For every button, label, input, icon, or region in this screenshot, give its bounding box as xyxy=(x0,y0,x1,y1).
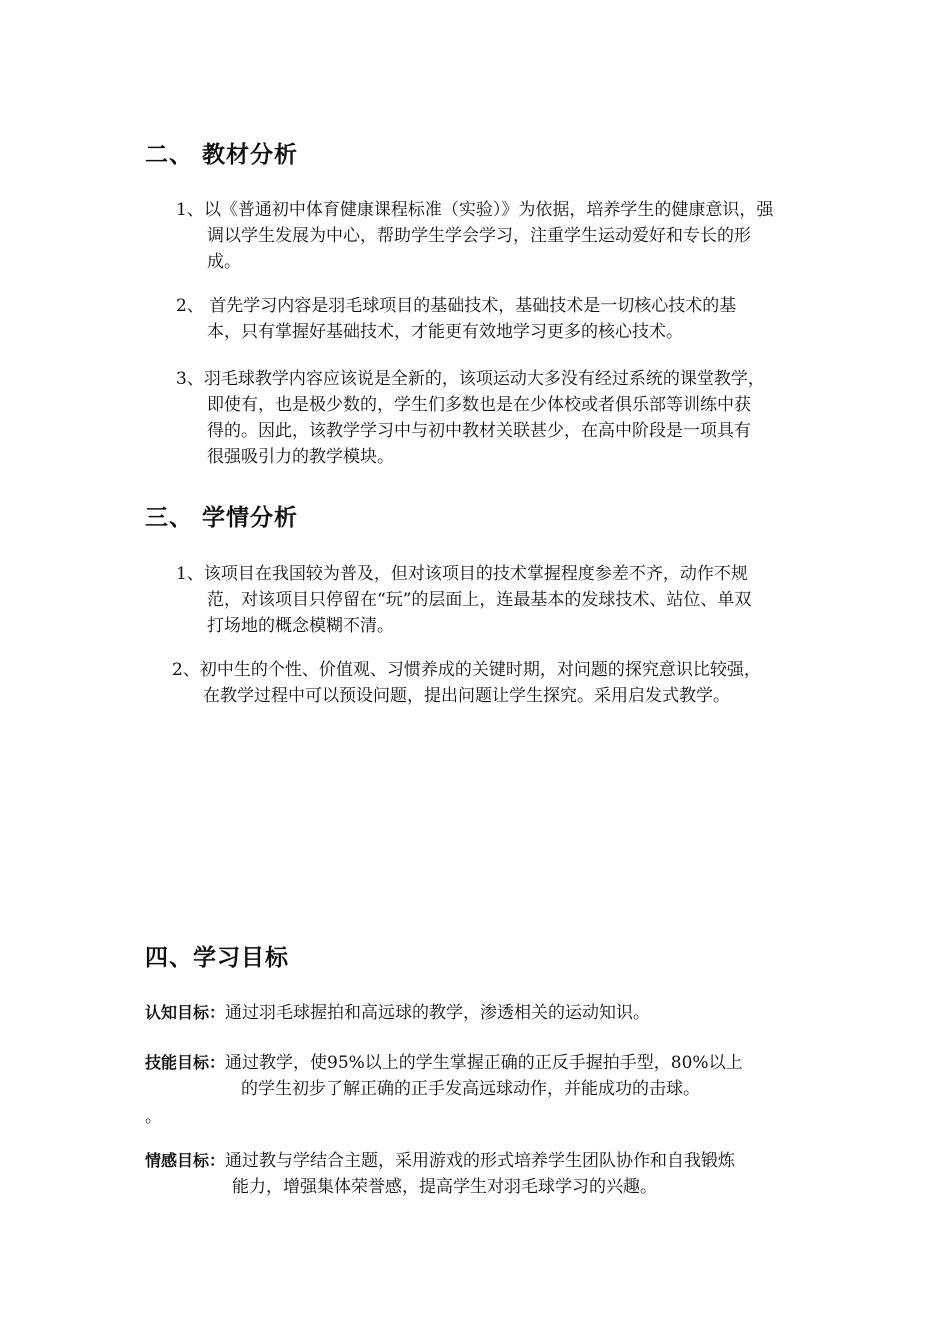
paragraph-line: 在教学过程中可以预设问题，提出问题让学生探究。采用启发式教学。 xyxy=(203,686,730,706)
paragraph-line: 2、初中生的个性、价值观、习惯养成的关键时期，对问题的探究意识比较强， xyxy=(172,660,761,680)
goal-label: 情感目标： xyxy=(145,1151,226,1170)
paragraph-line: 得的。因此，该教学学习中与初中教材关联甚少，在高中阶段是一项具有 xyxy=(207,421,751,441)
goal-skill-trailing-mark: 。 xyxy=(145,1107,162,1127)
paragraph-line: 2、 首先学习内容是羽毛球项目的基础技术，基础技术是一切核心技术的基 xyxy=(176,296,737,316)
paragraph-textbook-2 xyxy=(176,293,816,345)
goal-skill-continuation: 的学生初步了解正确的正手发高远球动作，并能成功的击球。 xyxy=(241,1079,700,1099)
paragraph-student-1 xyxy=(176,561,816,639)
goal-text: 通过教与学结合主题，采用游戏的形式培养学生团队协作和自我锻炼 xyxy=(225,1151,736,1171)
paragraph-line: 1、该项目在我国较为普及，但对该项目的技术掌握程度参差不齐，动作不规 xyxy=(176,564,748,584)
goal-skill xyxy=(145,1050,743,1076)
paragraph-line: 成。 xyxy=(207,252,241,272)
paragraph-line: 即使有，也是极少数的，学生们多数也是在少体校或者俱乐部等训练中获 xyxy=(207,395,751,415)
paragraph-student-2 xyxy=(172,657,812,709)
goal-label: 认知目标： xyxy=(145,1003,226,1022)
paragraph-textbook-3 xyxy=(176,366,816,470)
goal-text: 通过教学，使95%以上的学生掌握正确的正反手握拍手型，80%以上 xyxy=(225,1053,743,1073)
paragraph-textbook-1 xyxy=(176,197,816,275)
paragraph-line: 范，对该项目只停留在“玩”的层面上，连最基本的发球技术、站位、单双 xyxy=(207,590,752,610)
section-heading-textbook-analysis: 二、 教材分析 xyxy=(145,142,299,168)
paragraph-line: 3、羽毛球教学内容应该说是全新的，该项运动大多没有经过系统的课堂教学， xyxy=(176,369,765,389)
goal-label: 技能目标： xyxy=(145,1053,226,1072)
goal-cognitive xyxy=(145,1000,650,1026)
section-heading-student-analysis: 三、 学情分析 xyxy=(145,505,299,531)
goal-affective xyxy=(145,1148,735,1174)
paragraph-line: 很强吸引力的教学模块。 xyxy=(207,447,394,467)
paragraph-line: 1、以《普通初中体育健康课程标准（实验）》为依据，培养学生的健康意识，强 xyxy=(176,200,774,220)
paragraph-line: 打场地的概念模糊不清。 xyxy=(207,616,394,636)
paragraph-line: 调以学生发展为中心，帮助学生学会学习，注重学生运动爱好和专长的形 xyxy=(207,226,751,246)
section-heading-learning-goals: 四、学习目标 xyxy=(145,945,289,971)
goal-affective-continuation: 能力，增强集体荣誉感，提高学生对羽毛球学习的兴趣。 xyxy=(232,1177,657,1197)
paragraph-line: 本，只有掌握好基础技术，才能更有效地学习更多的核心技术。 xyxy=(207,322,683,342)
goal-text: 通过羽毛球握拍和高远球的教学，渗透相关的运动知识。 xyxy=(225,1003,651,1023)
